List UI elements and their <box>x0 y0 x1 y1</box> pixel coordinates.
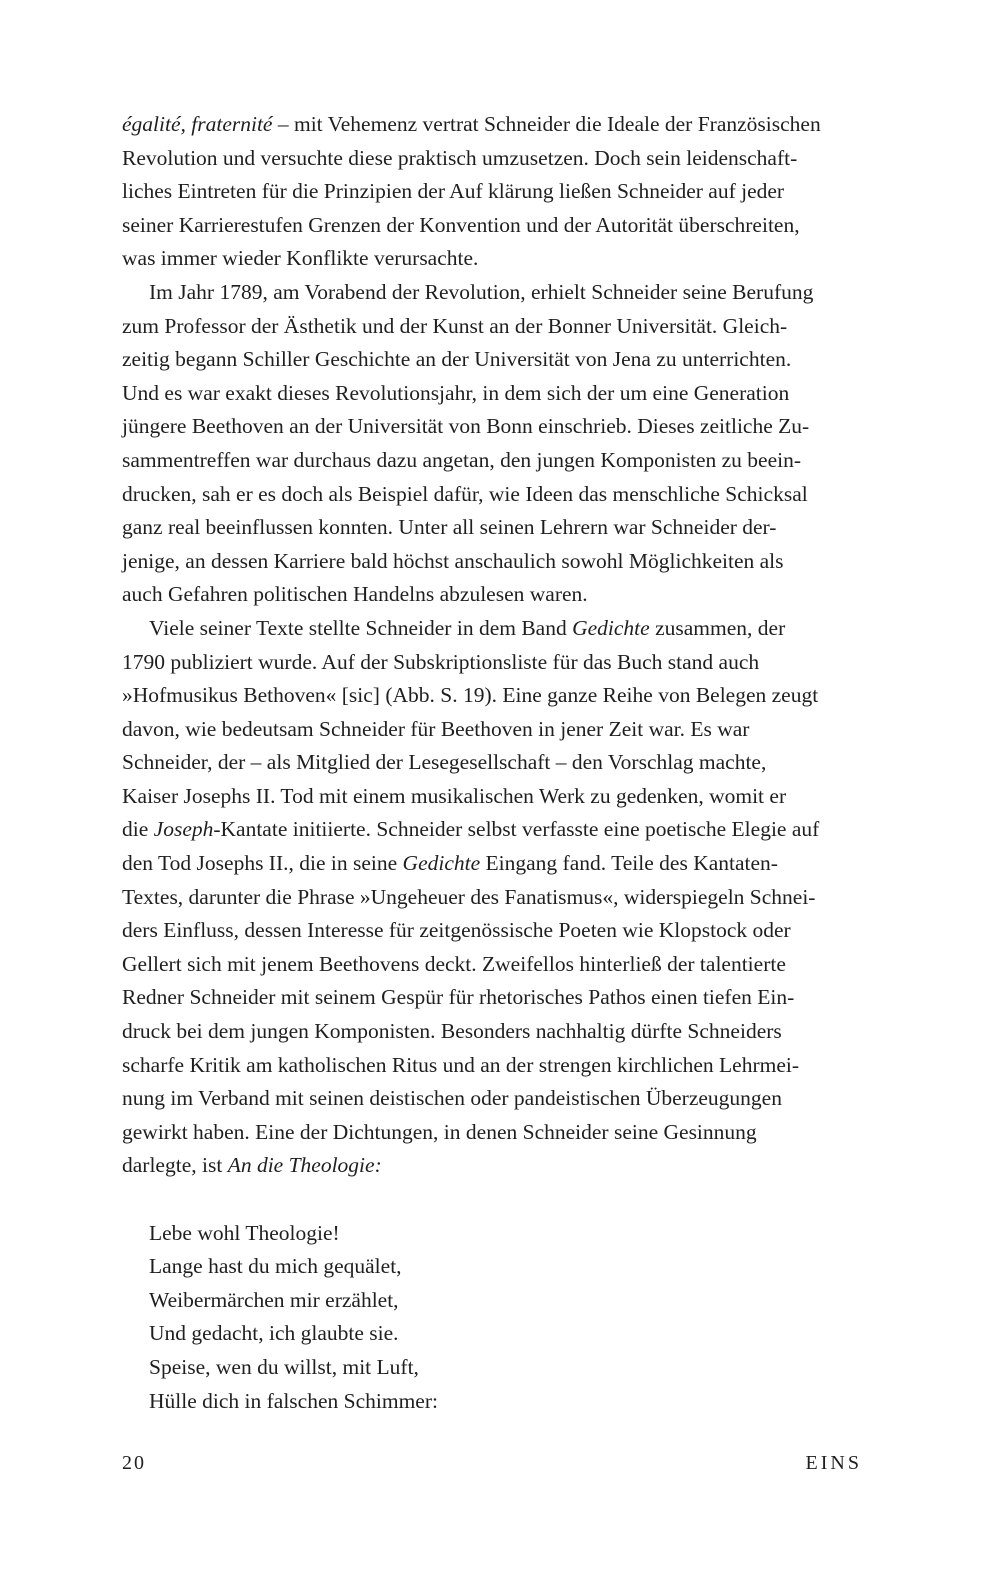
text-line <box>122 914 862 948</box>
text-run: Gellert sich mit jenem Beethovens deckt. Zweifellos hinterließ der talentierte <box>122 951 786 976</box>
text-line <box>122 780 862 814</box>
text-line <box>122 746 862 780</box>
italic-title: Gedichte <box>572 615 650 640</box>
text-run: Im Jahr 1789, am Vorabend der Revolution, erhielt Schneider seine Berufung <box>149 279 814 304</box>
text-run: davon, wie bedeutsam Schneider für Beethoven in jener Zeit war. Es war <box>122 716 750 741</box>
text-line <box>122 881 862 915</box>
verse-line: Und gedacht, ich glaubte sie. <box>149 1321 399 1346</box>
text-line <box>122 410 862 444</box>
text-line <box>122 646 862 680</box>
text-run: seiner Karrierestufen Grenzen der Konvention und der Autorität überschreiten, <box>122 212 800 237</box>
text-line <box>122 1082 862 1116</box>
text-run: jenige, an dessen Karriere bald höchst anschaulich sowohl Möglichkeiten als <box>122 548 784 573</box>
italic-title: Joseph <box>153 817 214 842</box>
text-run: -Kantate initiierte. Schneider selbst verfasste eine poetische Elegie auf <box>213 817 820 842</box>
verse-line: Lange hast du mich gequälet, <box>149 1254 402 1279</box>
text-run: zusammen, der <box>649 615 786 640</box>
text-run: sammentreffen war durchaus dazu angetan, den jungen Komponisten zu beein- <box>122 447 802 472</box>
paragraph <box>122 612 862 1183</box>
text-run: druck bei dem jungen Komponisten. Besonders nachhaltig dürfte Schneiders <box>122 1019 782 1044</box>
text-line <box>122 948 862 982</box>
poem-verse <box>122 1217 862 1419</box>
verse-line: Speise, wen du willst, mit Luft, <box>149 1354 419 1379</box>
body-text <box>122 108 862 1418</box>
text-line <box>122 377 862 411</box>
text-run: scharfe Kritik am katholischen Ritus und an der strengen kirchlichen Lehrmei- <box>122 1052 800 1077</box>
running-head: EINS <box>805 1452 862 1474</box>
text-run: 1790 publiziert wurde. Auf der Subskriptionsliste für das Buch stand auch <box>122 649 760 674</box>
text-run: Eingang fand. Teile des Kantaten- <box>480 851 778 876</box>
verse-line: Weibermärchen mir erzählet, <box>149 1287 399 1312</box>
text-run: die <box>122 817 154 842</box>
italic-title: An die Theologie: <box>227 1153 382 1178</box>
text-line <box>122 310 862 344</box>
text-run: zum Professor der Ästhetik und der Kunst an der Bonner Universität. Gleich- <box>122 313 788 338</box>
text-run: darlegte, ist <box>122 1153 228 1178</box>
text-run: Redner Schneider mit seinem Gespür für rhetorisches Pathos einen tiefen Ein- <box>122 985 795 1010</box>
text-run: drucken, sah er es doch als Beispiel dafür, wie Ideen das menschliche Schicksal <box>122 481 808 506</box>
text-line <box>122 1049 862 1083</box>
text-line <box>122 847 862 881</box>
text-line <box>122 511 862 545</box>
text-line <box>122 343 862 377</box>
text-line <box>122 209 862 243</box>
text-line <box>122 175 862 209</box>
text-run: zeitig begann Schiller Geschichte an der Universität von Jena zu unterrichten. <box>122 347 792 372</box>
text-run: Textes, darunter die Phrase »Ungeheuer des Fanatismus«, widerspiegeln Schnei- <box>122 884 816 909</box>
text-run: den Tod Josephs II., die in seine <box>122 851 403 876</box>
text-line <box>122 813 862 847</box>
text-line <box>122 1149 862 1183</box>
text-run: »Hofmusikus Bethoven« [sic] (Abb. S. 19). Eine ganze Reihe von Belegen zeugt <box>122 683 819 708</box>
verse-line: Hülle dich in falschen Schimmer: <box>149 1388 438 1413</box>
paragraph <box>122 108 862 276</box>
text-run: Schneider, der – als Mitglied der Lesegesellschaft – den Vorschlag machte, <box>122 750 767 775</box>
page-number: 20 <box>122 1452 146 1474</box>
italic-title: Gedichte <box>402 851 481 876</box>
italic-title: égalité, fraternité <box>122 112 273 136</box>
text-line <box>122 545 862 579</box>
text-line <box>122 444 862 478</box>
text-line <box>122 242 862 276</box>
text-line <box>122 276 862 310</box>
text-run: ders Einfluss, dessen Interesse für zeitgenössische Poeten wie Klopstock oder <box>122 918 791 943</box>
text-line <box>122 578 862 612</box>
text-line <box>122 679 862 713</box>
text-line <box>122 612 862 646</box>
text-line <box>122 981 862 1015</box>
text-run: was immer wieder Konflikte verursachte. <box>122 246 479 271</box>
text-run: ganz real beeinflussen konnten. Unter all seinen Lehrern war Schneider der- <box>122 515 777 540</box>
text-run: auch Gefahren politischen Handelns abzulesen waren. <box>122 582 588 607</box>
text-run: Kaiser Josephs II. Tod mit einem musikalischen Werk zu gedenken, womit er <box>122 783 787 808</box>
text-run: jüngere Beethoven an der Universität von Bonn einschrieb. Dieses zeitliche Zu- <box>122 414 810 439</box>
text-run: liches Eintreten für die Prinzipien der Auf klärung ließen Schneider auf jeder <box>122 179 785 204</box>
text-run: – mit Vehemenz vertrat Schneider die Ideale der Französischen <box>272 112 821 136</box>
paragraph <box>122 276 862 612</box>
text-line <box>122 478 862 512</box>
text-line <box>122 1015 862 1049</box>
text-line <box>122 1116 862 1150</box>
text-run: Und es war exakt dieses Revolutionsjahr, in dem sich der um eine Generation <box>122 380 790 405</box>
text-run: Revolution und versuchte diese praktisch umzusetzen. Doch sein leidenschaft- <box>122 145 798 170</box>
text-line <box>122 108 862 142</box>
text-line <box>122 713 862 747</box>
verse-line: Lebe wohl Theologie! <box>149 1220 340 1245</box>
text-run: Viele seiner Texte stellte Schneider in dem Band <box>149 615 573 640</box>
text-run: nung im Verband mit seinen deistischen oder pandeistischen Überzeugungen <box>122 1086 782 1111</box>
text-run: gewirkt haben. Eine der Dichtungen, in denen Schneider seine Gesinnung <box>122 1119 757 1144</box>
text-line <box>122 142 862 176</box>
